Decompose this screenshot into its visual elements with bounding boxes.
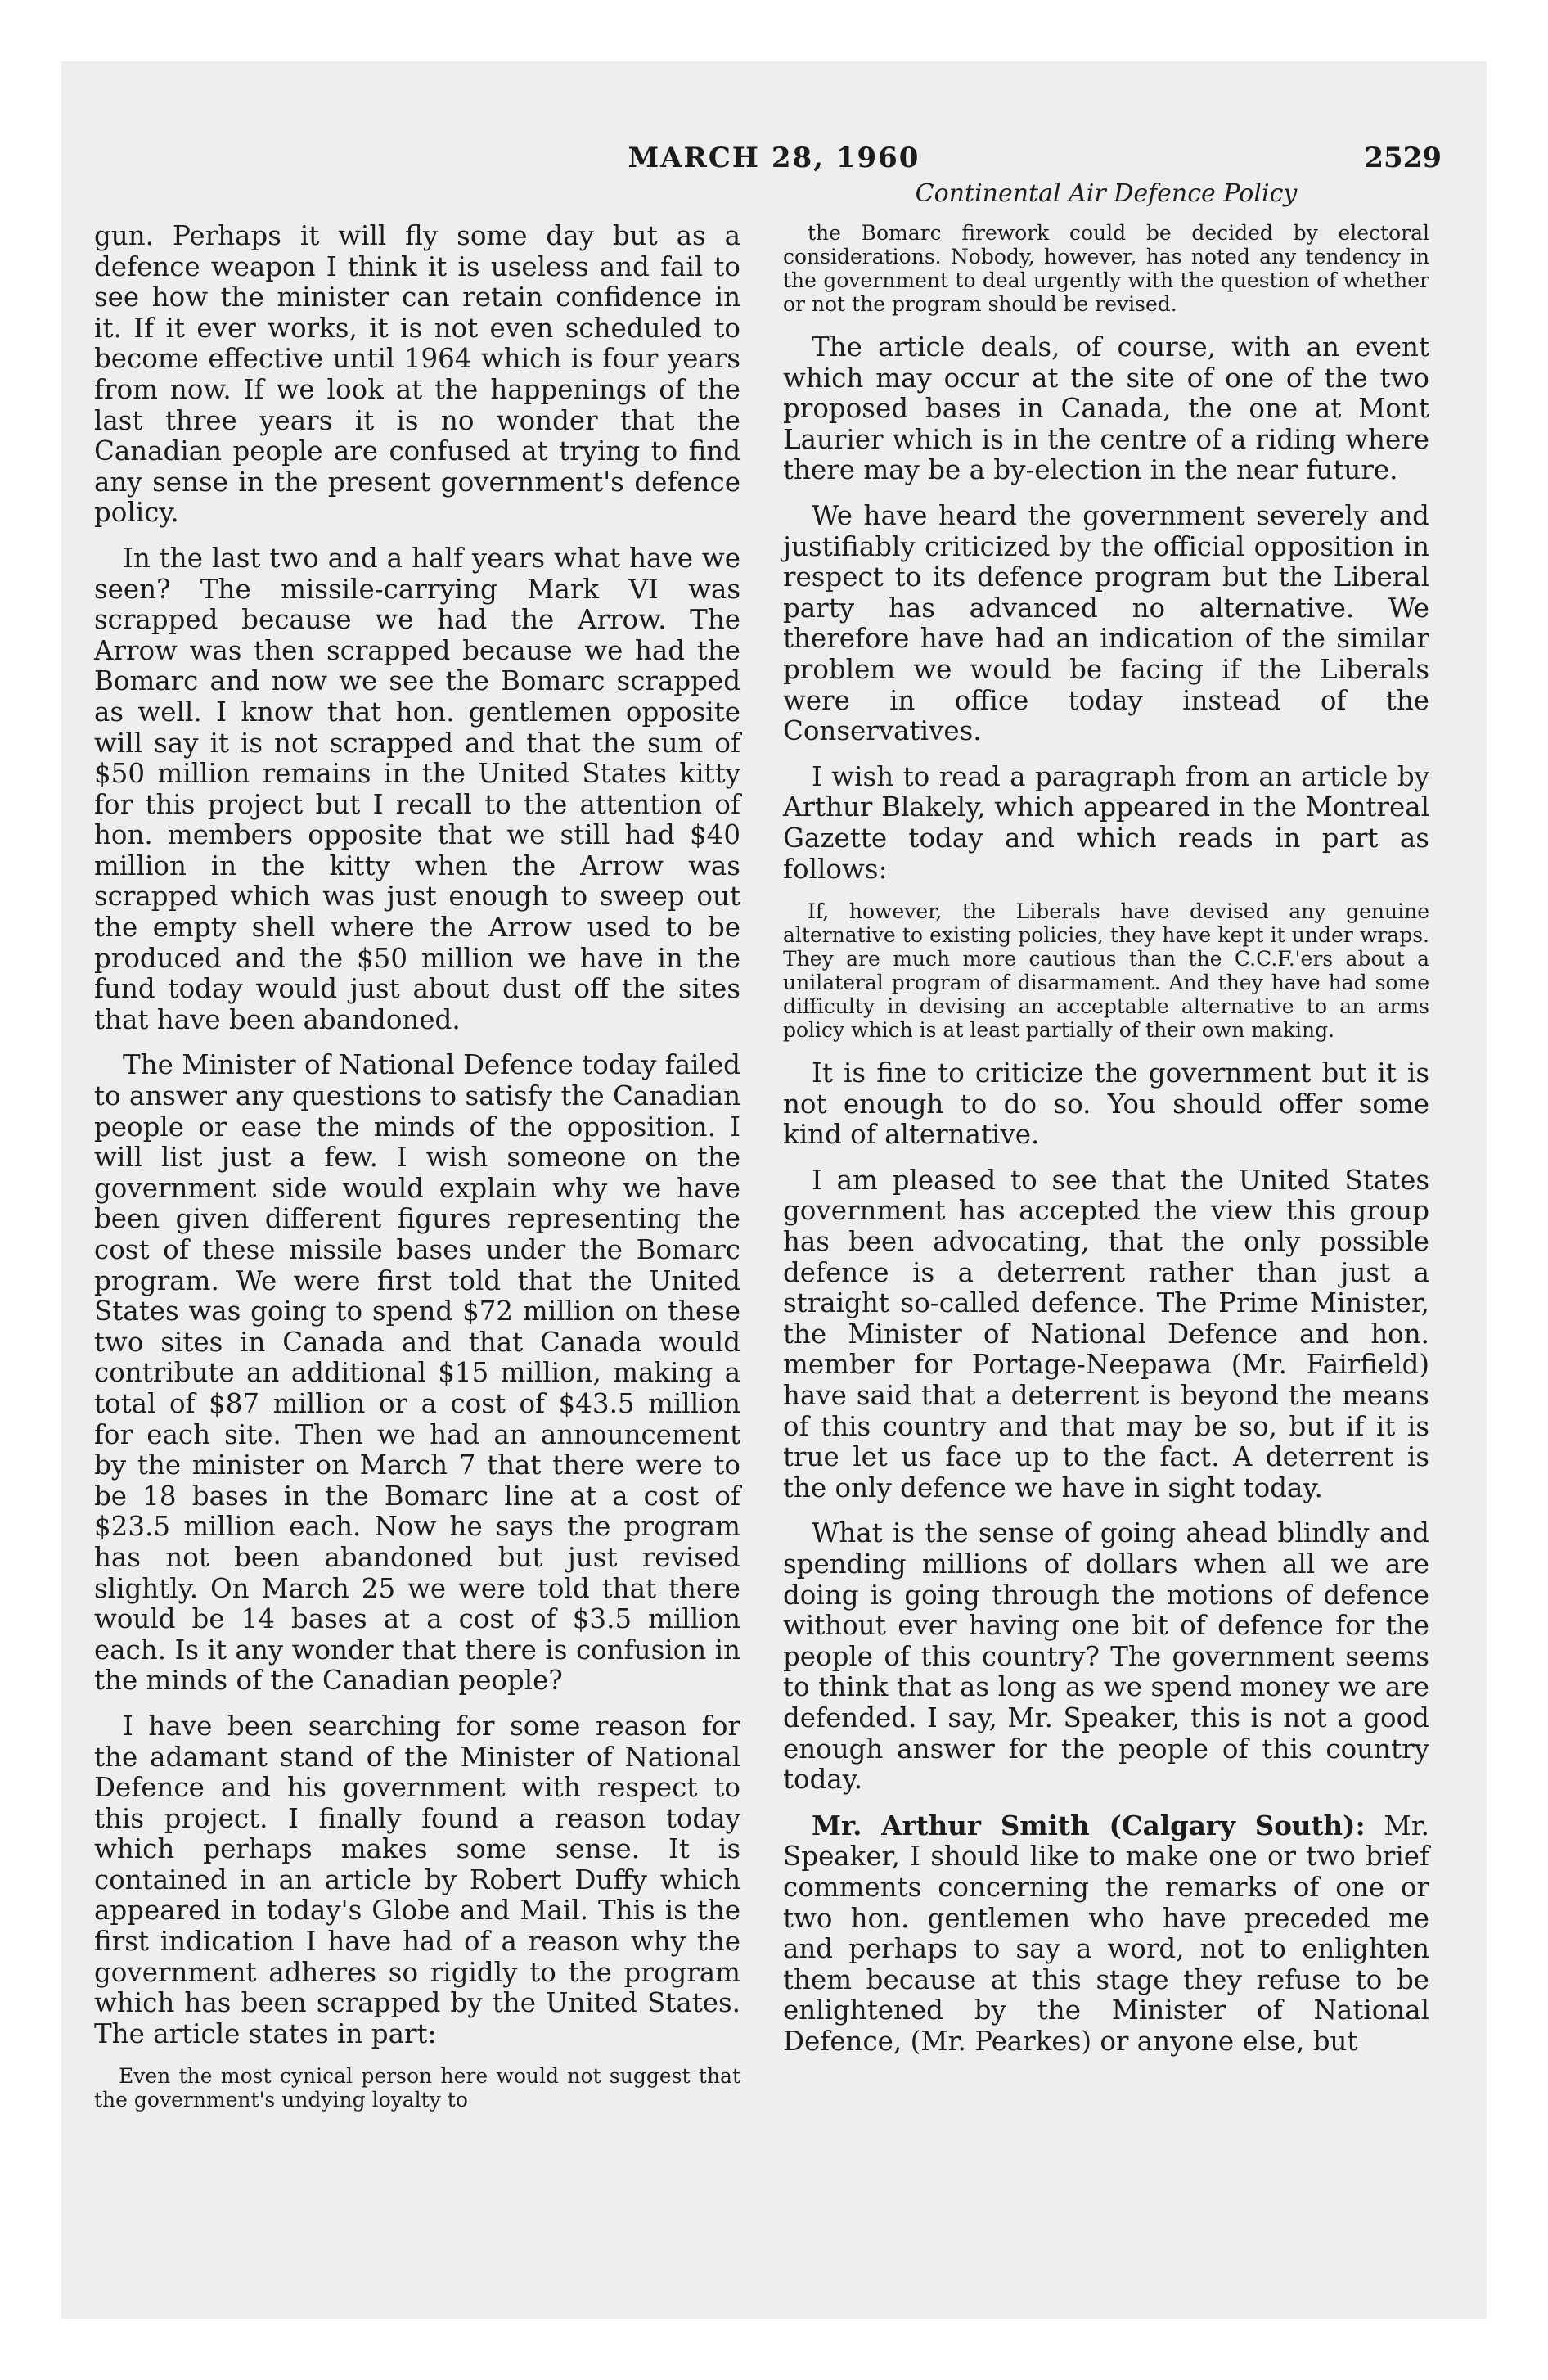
- paragraph: What is the sense of going ahead blindly and spending millions of dollars when all we are doing is going through the motions of defence without ever having one bit of defence for the people of this country? The government seems to think that as long as we spend money we are defended. I say, Mr. Speaker, this is not a good enough answer for the people of this country today.: [783, 1517, 1429, 1796]
- speaker-name: Mr. Arthur Smith (Calgary South):: [812, 1809, 1366, 1841]
- paragraph: gun. Perhaps it will fly some day but as a defence weapon I think it is useless and fail to see how the minister can retain confidence in it. If it ever works, it is not even scheduled to become effective until 1964 which is four years from now. If we look at the happenings of the last three years it is no wonder that the Canadian people are confused at trying to find any sense in the present government's defence policy.: [94, 220, 740, 529]
- paragraph: I am pleased to see that the United States government has accepted the view this group has been advocating, that the only possible defence is a deterrent rather than just a straight so-called defence. The Prime Minister, the Minister of National Defence and hon. member for Portage-Neepawa (Mr. Fairfield) have said that a deterrent is beyond the means of this country and that may be so, but if it is true let us face up to the fact. A deterrent is the only defence we have in sight today.: [783, 1164, 1429, 1503]
- block-quote: the Bomarc firework could be decided by electoral considerations. Nobody, however, has noted any tendency in the government to deal urgently with the question of whether or not the program should be revised.: [783, 221, 1429, 316]
- page-number: 2529: [1364, 142, 1442, 174]
- speaker-paragraph: [783, 1810, 1429, 2058]
- block-quote: Even the most cynical person here would not suggest that the government's undying loyalty to: [94, 2064, 740, 2112]
- paragraph: I have been searching for some reason for the adamant stand of the Minister of National Defence and his government with respect to this project. I finally found a reason today which perhaps makes some sense. It is contained in an article by Robert Duffy which appeared in today's Globe and Mail. This is the first indication I have had of a reason why the government adheres so rigidly to the program which has been scrapped by the United States. The article states in part:: [94, 1710, 740, 2049]
- right-column: [783, 221, 1429, 2072]
- speaker-text: Mr. Speaker, I should like to make one or two brief comments concerning the remarks of one or two hon. gentlemen who have preceded me and perhaps to say a word, not to enlighten them because at this stage they refuse to be enlightened by the Minister of National Defence, (Mr. Pearkes) or anyone else, but: [783, 1810, 1429, 2057]
- topic-heading: Continental Air Defence Policy: [915, 179, 1298, 208]
- left-column: [94, 221, 740, 2112]
- block-quote: If, however, the Liberals have devised any genuine alternative to existing policies, they have kept it under wraps. They are much more cautious than the C.C.F.'ers about a unilateral program of disarmament. And they have had some difficulty in devising an acceptable alternative to an arms policy which is at least partially of their own making.: [783, 899, 1429, 1043]
- paragraph: The Minister of National Defence today failed to answer any questions to satisfy the Canadian people or ease the minds of the opposition. I will list just a few. I wish someone on the government side would explain why we have been given different figures representing the cost of these missile bases under the Bomarc program. We were first told that the United States was going to spend $72 million on these two sites in Canada and that Canada would contribute an additional $15 million, making a total of $87 million or a cost of $43.5 million for each site. Then we had an announcement by the minister on March 7 that there were to be 18 bases in the Bomarc line at a cost of $23.5 million each. Now he says the program has not been abandoned but just revised slightly. On March 25 we were told that there would be 14 bases at a cost of $3.5 million each. Is it any wonder that there is confusion in the minds of the Canadian people?: [94, 1049, 740, 1697]
- paragraph: The article deals, of course, with an event which may occur at the site of one of the two proposed bases in Canada, the one at Mont Laurier which is in the centre of a riding where there may be a by-election in the near future.: [783, 331, 1429, 486]
- paragraph: It is fine to criticize the government but it is not enough to do so. You should offer some kind of alternative.: [783, 1057, 1429, 1151]
- paragraph: We have heard the government severely and justifiably criticized by the official opposition in respect to its defence program but the Liberal party has advanced no alternative. We therefore have had an indication of the similar problem we would be facing if the Liberals were in office today instead of the Conservatives.: [783, 499, 1429, 747]
- hansard-page: [61, 61, 1487, 2319]
- page-header: [61, 142, 1487, 207]
- paragraph: I wish to read a paragraph from an article by Arthur Blakely, which appeared in the Montreal Gazette today and which reads in part as follows:: [783, 760, 1429, 885]
- page-date: MARCH 28, 1960: [628, 142, 920, 174]
- paragraph: In the last two and a half years what have we seen? The missile-carrying Mark VI was scrapped because we had the Arrow. The Arrow was then scrapped because we had the Bomarc and now we see the Bomarc scrapped as well. I know that hon. gentlemen opposite will say it is not scrapped and that the sum of $50 million remains in the United States kitty for this project but I recall to the attention of hon. members opposite that we still had $40 million in the kitty when the Arrow was scrapped which was just enough to sweep out the empty shell where the Arrow used to be produced and the $50 million we have in the fund today would just about dust off the sites that have been abandoned.: [94, 542, 740, 1035]
